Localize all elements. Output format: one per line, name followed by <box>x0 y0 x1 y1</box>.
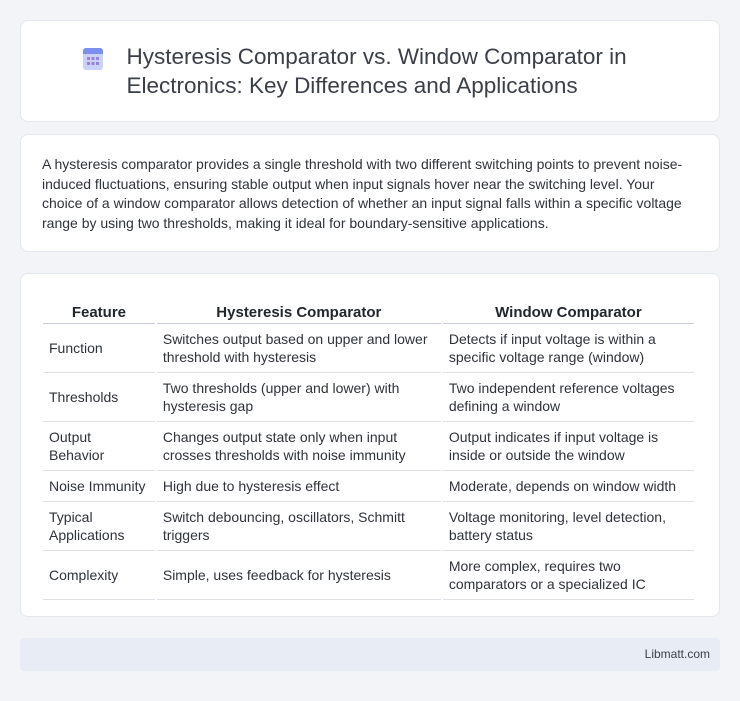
table-cell: Moderate, depends on window width <box>443 471 694 502</box>
table-cell: Function <box>43 324 155 373</box>
table-cell: Output Behavior <box>43 422 155 471</box>
table-row <box>43 502 694 551</box>
table-cell: Changes output state only when input crosses thresholds with noise immunity <box>157 422 441 471</box>
page-title: Hysteresis Comparator vs. Window Comparator in Electronics: Key Differences and Applications <box>126 44 627 98</box>
table-cell: Output indicates if input voltage is inside or outside the window <box>443 422 694 471</box>
table-cell: Two independent reference voltages defining a window <box>443 373 694 422</box>
intro-card <box>20 134 720 252</box>
table-cell: Switches output based on upper and lower threshold with hysteresis <box>157 324 441 373</box>
table-row <box>43 422 694 471</box>
column-header: Hysteresis Comparator <box>157 294 441 324</box>
table-cell: Simple, uses feedback for hysteresis <box>157 551 441 600</box>
column-header: Feature <box>43 294 155 324</box>
table-row <box>43 324 694 373</box>
intro-paragraph: A hysteresis comparator provides a single threshold with two different switching points to prevent noise-induced fluctuations, ensuring stable output when input signals hover near the switching level. Your choice of a window comparator allows detection of whether an input signal falls within a specific voltage range by using two thresholds, making it ideal for boundary-sensitive applications. <box>42 156 683 231</box>
table-cell: Thresholds <box>43 373 155 422</box>
table-cell: High due to hysteresis effect <box>157 471 441 502</box>
table-cell: More complex, requires two comparators or a specialized IC <box>443 551 694 600</box>
table-cell: Typical Applications <box>43 502 155 551</box>
table-cell: Noise Immunity <box>43 471 155 502</box>
table-row <box>43 551 694 600</box>
column-header: Window Comparator <box>443 294 694 324</box>
header-card <box>20 20 720 122</box>
footer-brand-link[interactable]: Libmatt.com <box>644 647 710 661</box>
comparison-table <box>41 294 696 600</box>
table-row <box>43 373 694 422</box>
comparison-table-card <box>20 273 720 617</box>
table-cell: Switch debouncing, oscillators, Schmitt triggers <box>157 502 441 551</box>
document-icon <box>79 45 107 73</box>
table-cell: Voltage monitoring, level detection, battery status <box>443 502 694 551</box>
table-cell: Two thresholds (upper and lower) with hysteresis gap <box>157 373 441 422</box>
table-cell: Complexity <box>43 551 155 600</box>
table-header-row <box>43 294 694 324</box>
footer-bar <box>20 638 720 671</box>
table-cell: Detects if input voltage is within a specific voltage range (window) <box>443 324 694 373</box>
table-row <box>43 471 694 502</box>
